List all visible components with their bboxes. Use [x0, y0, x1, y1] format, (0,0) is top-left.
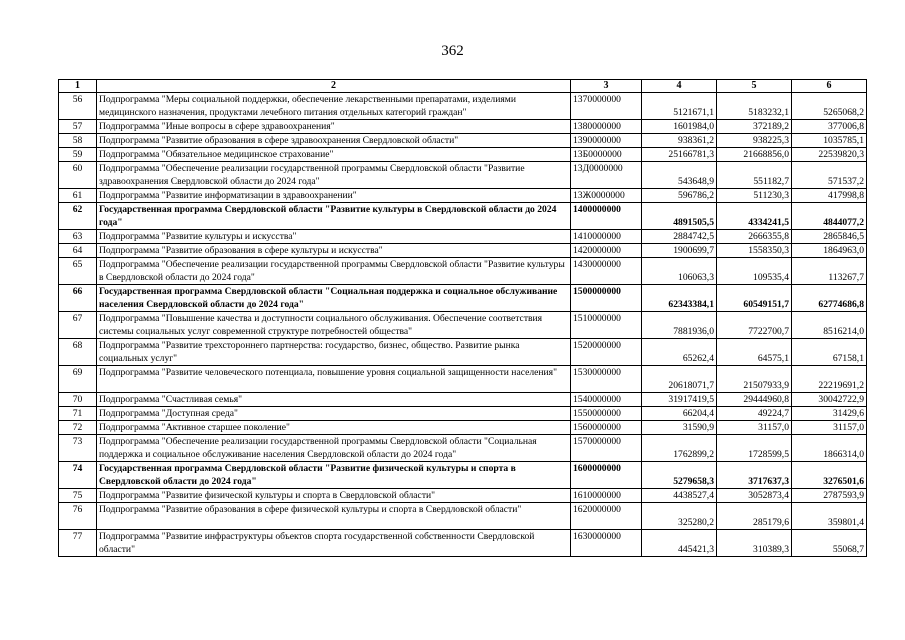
- table-row: [59, 503, 867, 530]
- target-code-cell: 1600000000: [571, 462, 642, 489]
- row-number-cell: 75: [59, 489, 97, 503]
- amount-cell-col4: 5279658,3: [642, 462, 717, 489]
- table-row: [59, 407, 867, 421]
- row-number-cell: 66: [59, 285, 97, 312]
- program-name-cell: Государственная программа Свердловской области "Развитие культуры в Свердловской области до 2024 года": [97, 203, 571, 230]
- amount-cell-col4: 25166781,3: [642, 148, 717, 162]
- column-header: 2: [97, 80, 571, 93]
- program-name-cell: Подпрограмма "Развитие образования в сфере физической культуры и спорта в Свердловской области": [97, 503, 571, 530]
- amount-cell-col5: 21507933,9: [717, 366, 792, 393]
- amount-cell-col4: 7881936,0: [642, 312, 717, 339]
- amount-cell-col6: 2865846,5: [792, 230, 867, 244]
- program-name-cell: Государственная программа Свердловской области "Социальная поддержка и социальное обслуживание населения Свердловской области до 2024 года": [97, 285, 571, 312]
- amount-cell-col4: 596786,2: [642, 189, 717, 203]
- table-row: [59, 462, 867, 489]
- amount-cell-col6: 8516214,0: [792, 312, 867, 339]
- target-code-cell: 1540000000: [571, 393, 642, 407]
- program-name-cell: Подпрограмма "Доступная среда": [97, 407, 571, 421]
- amount-cell-col6: 359801,4: [792, 503, 867, 530]
- amount-cell-col6: 1864963,0: [792, 244, 867, 258]
- program-name-cell: Подпрограмма "Обеспечение реализации государственной программы Свердловской области "Развитие здравоохранения Свердловской области до 2024 года": [97, 162, 571, 189]
- row-number-cell: 63: [59, 230, 97, 244]
- table-row: [59, 244, 867, 258]
- target-code-cell: 1390000000: [571, 134, 642, 148]
- amount-cell-col6: 62774686,8: [792, 285, 867, 312]
- amount-cell-col6: 30042722,9: [792, 393, 867, 407]
- amount-cell-col5: 60549151,7: [717, 285, 792, 312]
- program-name-cell: Подпрограмма "Обеспечение реализации государственной программы Свердловской области "Социальная поддержка и социальное обслуживание населения Свердловской области до 2024 года": [97, 435, 571, 462]
- row-number-cell: 62: [59, 203, 97, 230]
- amount-cell-col5: 109535,4: [717, 258, 792, 285]
- target-code-cell: 1420000000: [571, 244, 642, 258]
- target-code-cell: 1400000000: [571, 203, 642, 230]
- amount-cell-col4: 325280,2: [642, 503, 717, 530]
- table-row: [59, 189, 867, 203]
- amount-cell-col5: 551182,7: [717, 162, 792, 189]
- row-number-cell: 60: [59, 162, 97, 189]
- target-code-cell: 1500000000: [571, 285, 642, 312]
- row-number-cell: 59: [59, 148, 97, 162]
- row-number-cell: 72: [59, 421, 97, 435]
- amount-cell-col6: 22219691,2: [792, 366, 867, 393]
- target-code-cell: 13Д0000000: [571, 162, 642, 189]
- row-number-cell: 74: [59, 462, 97, 489]
- table-row: [59, 162, 867, 189]
- program-name-cell: Подпрограмма "Развитие трехстороннего партнерства: государство, бизнес, общество. Развитие рынка социальных услуг": [97, 339, 571, 366]
- amount-cell-col4: 543648,9: [642, 162, 717, 189]
- target-code-cell: 1370000000: [571, 93, 642, 120]
- amount-cell-col6: 571537,2: [792, 162, 867, 189]
- amount-cell-col4: 1900699,7: [642, 244, 717, 258]
- target-code-cell: 1570000000: [571, 435, 642, 462]
- table-row: [59, 134, 867, 148]
- program-name-cell: Подпрограмма "Обеспечение реализации государственной программы Свердловской области "Развитие культуры в Свердловской области до 2024 года": [97, 258, 571, 285]
- table-row: [59, 435, 867, 462]
- amount-cell-col6: 31429,6: [792, 407, 867, 421]
- column-header: 5: [717, 80, 792, 93]
- row-number-cell: 76: [59, 503, 97, 530]
- table-row: [59, 393, 867, 407]
- row-number-cell: 65: [59, 258, 97, 285]
- row-number-cell: 71: [59, 407, 97, 421]
- row-number-cell: 61: [59, 189, 97, 203]
- target-code-cell: 1550000000: [571, 407, 642, 421]
- target-code-cell: 13Б0000000: [571, 148, 642, 162]
- row-number-cell: 77: [59, 530, 97, 557]
- table-row: [59, 120, 867, 134]
- amount-cell-col6: 1035785,1: [792, 134, 867, 148]
- amount-cell-col4: 938361,2: [642, 134, 717, 148]
- amount-cell-col4: 65262,4: [642, 339, 717, 366]
- target-code-cell: 1560000000: [571, 421, 642, 435]
- row-number-cell: 57: [59, 120, 97, 134]
- amount-cell-col5: 29444960,8: [717, 393, 792, 407]
- row-number-cell: 69: [59, 366, 97, 393]
- target-code-cell: 1510000000: [571, 312, 642, 339]
- amount-cell-col5: 64575,1: [717, 339, 792, 366]
- amount-cell-col5: 5183232,1: [717, 93, 792, 120]
- amount-cell-col4: 106063,3: [642, 258, 717, 285]
- target-code-cell: 1520000000: [571, 339, 642, 366]
- amount-cell-col5: 3717637,3: [717, 462, 792, 489]
- amount-cell-col5: 285179,6: [717, 503, 792, 530]
- program-name-cell: Подпрограмма "Развитие образования в сфере здравоохранения Свердловской области": [97, 134, 571, 148]
- amount-cell-col6: 113267,7: [792, 258, 867, 285]
- amount-cell-col6: 22539820,3: [792, 148, 867, 162]
- amount-cell-col4: 2884742,5: [642, 230, 717, 244]
- program-name-cell: Подпрограмма "Развитие информатизации в здравоохранении": [97, 189, 571, 203]
- amount-cell-col5: 49224,7: [717, 407, 792, 421]
- amount-cell-col5: 1728599,5: [717, 435, 792, 462]
- amount-cell-col5: 3052873,4: [717, 489, 792, 503]
- table-row: [59, 530, 867, 557]
- column-header: 6: [792, 80, 867, 93]
- table-row: [59, 312, 867, 339]
- target-code-cell: 1620000000: [571, 503, 642, 530]
- program-name-cell: Подпрограмма "Развитие инфраструктуры объектов спорта государственной собственности Свердловской области": [97, 530, 571, 557]
- table-row: [59, 93, 867, 120]
- amount-cell-col5: 4334241,5: [717, 203, 792, 230]
- target-code-cell: 1410000000: [571, 230, 642, 244]
- program-name-cell: Подпрограмма "Меры социальной поддержки, обеспечение лекарственными препаратами, изделиями медицинского назначения, продуктами лечебного питания отдельных категорий граждан": [97, 93, 571, 120]
- table-row: [59, 230, 867, 244]
- table-row: [59, 421, 867, 435]
- column-header: 3: [571, 80, 642, 93]
- row-number-cell: 56: [59, 93, 97, 120]
- amount-cell-col4: 20618071,7: [642, 366, 717, 393]
- amount-cell-col5: 1558350,3: [717, 244, 792, 258]
- target-code-cell: 1530000000: [571, 366, 642, 393]
- amount-cell-col6: 55068,7: [792, 530, 867, 557]
- amount-cell-col5: 511230,3: [717, 189, 792, 203]
- amount-cell-col4: 1762899,2: [642, 435, 717, 462]
- program-name-cell: Подпрограмма "Счастливая семья": [97, 393, 571, 407]
- program-name-cell: Подпрограмма "Обязательное медицинское страхование": [97, 148, 571, 162]
- amount-cell-col4: 4891505,5: [642, 203, 717, 230]
- table-row: [59, 366, 867, 393]
- target-code-cell: 1380000000: [571, 120, 642, 134]
- amount-cell-col6: 31157,0: [792, 421, 867, 435]
- amount-cell-col6: 377006,8: [792, 120, 867, 134]
- column-header: 4: [642, 80, 717, 93]
- amount-cell-col5: 21668856,0: [717, 148, 792, 162]
- table-body: [59, 93, 867, 557]
- header-row: [59, 80, 867, 93]
- target-code-cell: 1610000000: [571, 489, 642, 503]
- amount-cell-col5: 2666355,8: [717, 230, 792, 244]
- row-number-cell: 58: [59, 134, 97, 148]
- amount-cell-col6: 67158,1: [792, 339, 867, 366]
- column-header: 1: [59, 80, 97, 93]
- amount-cell-col5: 372189,2: [717, 120, 792, 134]
- budget-table: [58, 79, 867, 557]
- program-name-cell: Подпрограмма "Развитие человеческого потенциала, повышение уровня социальной защищенности населения": [97, 366, 571, 393]
- amount-cell-col4: 62343384,1: [642, 285, 717, 312]
- target-code-cell: 1430000000: [571, 258, 642, 285]
- amount-cell-col5: 31157,0: [717, 421, 792, 435]
- program-name-cell: Подпрограмма "Развитие физической культуры и спорта в Свердловской области": [97, 489, 571, 503]
- amount-cell-col4: 4438527,4: [642, 489, 717, 503]
- page-number: 362: [441, 43, 464, 59]
- row-number-cell: 70: [59, 393, 97, 407]
- amount-cell-col5: 7722700,7: [717, 312, 792, 339]
- row-number-cell: 73: [59, 435, 97, 462]
- amount-cell-col4: 31590,9: [642, 421, 717, 435]
- program-name-cell: Подпрограмма "Развитие образования в сфере культуры и искусства": [97, 244, 571, 258]
- program-name-cell: Подпрограмма "Повышение качества и доступности социального обслуживания. Обеспечение соответствия системы социальных услуг современной структуре потребностей общества": [97, 312, 571, 339]
- target-code-cell: 1630000000: [571, 530, 642, 557]
- program-name-cell: Подпрограмма "Развитие культуры и искусства": [97, 230, 571, 244]
- table-row: [59, 258, 867, 285]
- amount-cell-col6: 3276501,6: [792, 462, 867, 489]
- row-number-cell: 67: [59, 312, 97, 339]
- amount-cell-col6: 1866314,0: [792, 435, 867, 462]
- table-row: [59, 339, 867, 366]
- amount-cell-col4: 66204,4: [642, 407, 717, 421]
- row-number-cell: 64: [59, 244, 97, 258]
- amount-cell-col4: 445421,3: [642, 530, 717, 557]
- amount-cell-col6: 2787593,9: [792, 489, 867, 503]
- row-number-cell: 68: [59, 339, 97, 366]
- amount-cell-col5: 310389,3: [717, 530, 792, 557]
- table-row: [59, 285, 867, 312]
- amount-cell-col4: 5121671,1: [642, 93, 717, 120]
- table-row: [59, 148, 867, 162]
- program-name-cell: Подпрограмма "Иные вопросы в сфере здравоохранения": [97, 120, 571, 134]
- table-row: [59, 489, 867, 503]
- program-name-cell: Государственная программа Свердловской области "Развитие физической культуры и спорта в Свердловской области до 2024 года": [97, 462, 571, 489]
- amount-cell-col4: 31917419,5: [642, 393, 717, 407]
- amount-cell-col6: 5265068,2: [792, 93, 867, 120]
- amount-cell-col6: 4844077,2: [792, 203, 867, 230]
- table-row: [59, 203, 867, 230]
- amount-cell-col4: 1601984,0: [642, 120, 717, 134]
- amount-cell-col5: 938225,3: [717, 134, 792, 148]
- program-name-cell: Подпрограмма "Активное старшее поколение": [97, 421, 571, 435]
- target-code-cell: 13Ж0000000: [571, 189, 642, 203]
- amount-cell-col6: 417998,8: [792, 189, 867, 203]
